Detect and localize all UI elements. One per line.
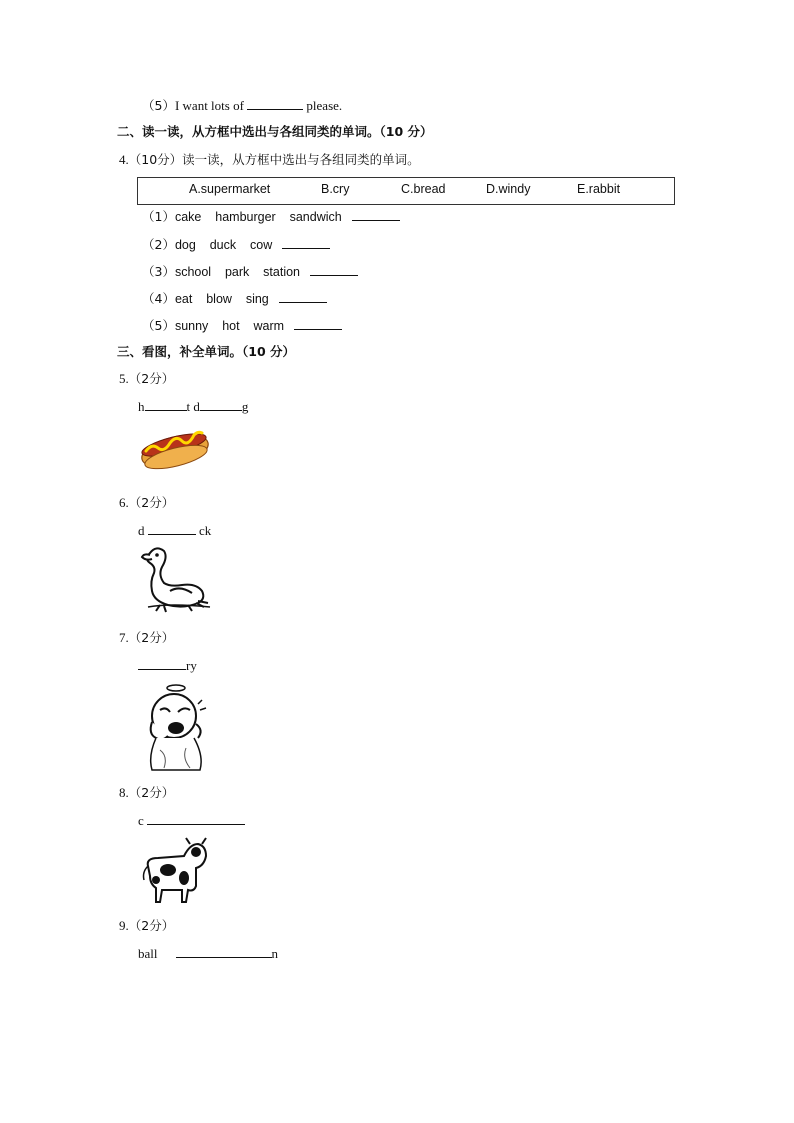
question-4-item-1: [142, 207, 400, 226]
word-part-1: ball: [138, 946, 158, 961]
question-number: 5.: [119, 371, 129, 386]
hotdog-icon: [138, 423, 210, 471]
question-7-word: [138, 656, 197, 675]
word-part-1: ry: [186, 658, 197, 673]
word-part-2: t d: [186, 399, 200, 414]
option-box: [137, 177, 675, 205]
question-3-item-5: [142, 96, 342, 115]
question-score: （2分）: [128, 918, 175, 933]
question-4-item-5: [142, 316, 342, 335]
question-7-header: [119, 629, 174, 647]
item-words: dog duck cow: [174, 238, 273, 252]
answer-blank[interactable]: [138, 656, 186, 670]
question-score: （2分）: [128, 785, 175, 800]
answer-blank[interactable]: [352, 207, 400, 221]
section-3-title: 三、看图，补全单词。（10 分）: [117, 344, 295, 359]
word-part-2: ck: [195, 523, 212, 538]
answer-blank[interactable]: [247, 96, 303, 110]
question-number: 7.: [119, 630, 129, 645]
question-9-word: [138, 944, 278, 963]
word-part-2: n: [271, 946, 278, 961]
item-number: （5）: [142, 318, 175, 333]
item-words: eat blow sing: [174, 292, 269, 306]
item-number: （1）: [142, 209, 175, 224]
question-score: （2分）: [128, 630, 175, 645]
item-text-pre: I want lots of: [174, 98, 248, 113]
item-words: cake hamburger sandwich: [174, 210, 342, 224]
question-4-item-4: [142, 289, 327, 308]
section-2-title: 二、读一读，从方框中选出与各组同类的单词。（10 分）: [117, 124, 433, 139]
question-4-item-3: [142, 262, 358, 281]
option-d: D.windy: [486, 182, 531, 196]
answer-blank[interactable]: [279, 289, 327, 303]
question-score: （2分）: [128, 495, 175, 510]
answer-blank-2[interactable]: [200, 397, 242, 411]
question-9-header: [119, 917, 174, 935]
question-number: 9.: [119, 918, 129, 933]
question-number: 4.: [119, 152, 129, 167]
answer-blank[interactable]: [176, 944, 272, 958]
word-part-3: g: [241, 399, 249, 414]
word-part-1: c: [138, 813, 148, 828]
question-8-word: [138, 811, 245, 830]
question-number: 8.: [119, 785, 129, 800]
item-words: sunny hot warm: [174, 319, 285, 333]
word-part-1: h: [138, 399, 145, 414]
answer-blank[interactable]: [310, 262, 358, 276]
word-part-1: d: [138, 523, 148, 538]
option-a: A.supermarket: [189, 182, 271, 196]
option-b: B.cry: [321, 182, 350, 196]
item-number: （4）: [142, 291, 175, 306]
question-6-header: [119, 494, 174, 512]
item-words: school park station: [174, 265, 301, 279]
question-number: 6.: [119, 495, 129, 510]
cow-icon: [140, 836, 210, 906]
item-number: （3）: [142, 264, 175, 279]
duck-icon: [140, 545, 212, 615]
question-6-word: [138, 521, 211, 540]
question-score: （2分）: [128, 371, 175, 386]
question-text: （10分）读一读，从方框中选出与各组同类的单词。: [128, 152, 420, 167]
answer-blank[interactable]: [282, 235, 330, 249]
question-4-stem: [119, 151, 420, 169]
answer-blank-1[interactable]: [145, 397, 187, 411]
item-number: （5）: [142, 98, 175, 113]
answer-blank[interactable]: [147, 811, 245, 825]
item-number: （2）: [142, 237, 175, 252]
option-e: E.rabbit: [577, 182, 621, 196]
answer-blank[interactable]: [148, 521, 196, 535]
crying-baby-icon: [138, 680, 214, 774]
question-5-word: [138, 397, 248, 416]
question-4-item-2: [142, 235, 330, 254]
question-5-header: [119, 370, 174, 388]
item-text-post: please.: [303, 98, 343, 113]
option-c: C.bread: [401, 182, 446, 196]
question-8-header: [119, 784, 174, 802]
answer-blank[interactable]: [294, 316, 342, 330]
